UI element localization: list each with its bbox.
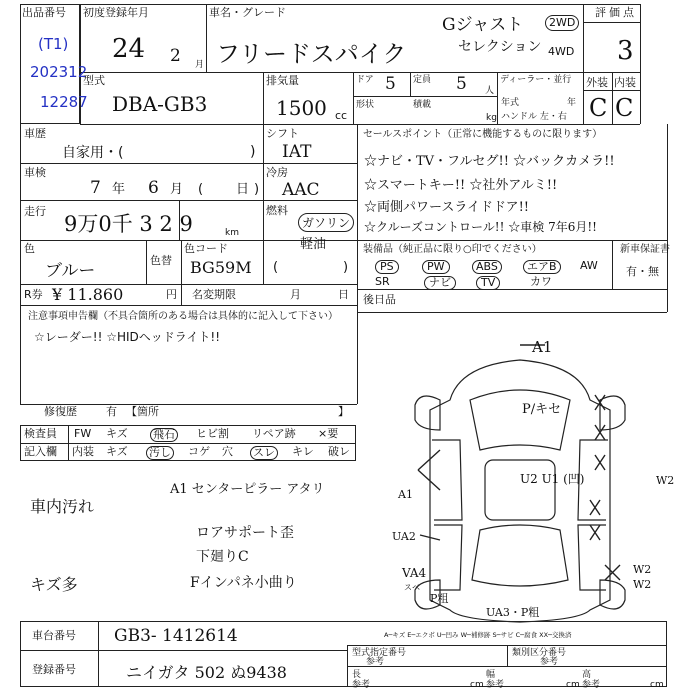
color-code-value: BG59M bbox=[190, 258, 252, 277]
diagram-mark-center: U2 U1 (凹) bbox=[520, 472, 585, 486]
model-spec-label: 型式指定番号 bbox=[352, 648, 407, 658]
score-value: 3 bbox=[617, 36, 634, 66]
month-unit: 月 bbox=[195, 60, 205, 70]
sales-point-2: ☆スマートキー!! ☆社外アルミ!! bbox=[364, 178, 558, 193]
name-change-day: 日 bbox=[338, 288, 349, 301]
chassis-number: GB3- 1412614 bbox=[114, 626, 238, 646]
height-label: 高 bbox=[582, 670, 592, 680]
entry-label: 記入欄 bbox=[24, 445, 57, 458]
class-number-label: 類別区分番号 bbox=[512, 648, 567, 658]
equipment-airbag: エアB bbox=[523, 260, 561, 274]
exterior-label: 外装 bbox=[586, 76, 608, 89]
car-name-label: 車名・グレード bbox=[209, 6, 286, 19]
model-label: 型式 bbox=[83, 74, 105, 87]
equipment-label: 装備品（純正品に限り○印でください） bbox=[363, 244, 542, 255]
diagram-mark-va4: VA4 bbox=[402, 566, 427, 580]
equipment-ps: PS bbox=[375, 260, 399, 274]
doors-label: ドア bbox=[356, 75, 374, 85]
kg-unit: kg bbox=[486, 113, 497, 123]
first-registration-month: 2 bbox=[170, 46, 181, 66]
interior-item-scratch: キズ bbox=[106, 445, 128, 458]
usage-paren: ) bbox=[250, 144, 256, 160]
name-change-month: 月 bbox=[290, 288, 301, 301]
model-year-unit: 年 bbox=[567, 98, 577, 108]
diagram-mark-w2-right: W2 bbox=[656, 474, 675, 487]
diagram-legend: A─キズ E─エクボ U─凹み W─補修跡 S─サビ C─腐食 XX─交換済 bbox=[384, 631, 572, 639]
inspection-day-close: ) bbox=[254, 182, 260, 197]
repair-history-bracket: 【箇所 bbox=[126, 405, 159, 418]
diagram-mark-front: A1 bbox=[532, 338, 553, 356]
handwritten-note-2: A1 センターピラー アタリ bbox=[170, 482, 325, 497]
repair-history-bracket-close: 】 bbox=[338, 405, 349, 418]
shape-label: 形状 bbox=[356, 100, 375, 110]
height-unit: cm bbox=[650, 680, 664, 690]
shift-label: シフト bbox=[266, 127, 299, 140]
diagram-mark-sube: スベ bbox=[404, 583, 420, 592]
drive-2wd: 2WD bbox=[545, 15, 579, 31]
shift-value: IAT bbox=[282, 142, 312, 162]
registration-number: ニイガタ 502 ぬ9438 bbox=[126, 663, 287, 682]
handwritten-note-4: 下廻りC bbox=[196, 549, 249, 565]
diagram-mark-w2-bottom: W2 bbox=[633, 578, 652, 591]
grade-line-1: Gジャスト bbox=[442, 15, 524, 35]
mileage-value: 9万0千 3 2 9 bbox=[64, 212, 193, 236]
dealer-label: ディーラー・並行 bbox=[500, 75, 572, 85]
inspection-year: 7 bbox=[90, 178, 101, 198]
fuel-diesel: 軽油 bbox=[300, 237, 327, 252]
lot-code-1: (T1) bbox=[38, 35, 69, 53]
displacement-value: 1500 bbox=[276, 96, 327, 120]
equipment-leather: カワ bbox=[530, 275, 552, 288]
recycle-value: ¥ 11.860 bbox=[52, 285, 124, 304]
loading-label: 積載 bbox=[413, 100, 432, 110]
equipment-navi: ナビ bbox=[424, 276, 456, 290]
handwritten-note-3: ロアサポート歪 bbox=[196, 525, 294, 541]
usage-label: 車歴 bbox=[24, 127, 46, 140]
km-unit: km bbox=[225, 228, 239, 238]
class-number-ref: 参考 bbox=[540, 657, 559, 667]
sales-point-4: ☆クルーズコントロール!! ☆車検 7年6月!! bbox=[364, 220, 597, 234]
repair-history-value: 有 bbox=[106, 405, 117, 418]
warranty-value: 有・無 bbox=[626, 265, 659, 278]
diagram-mark-p-rough: P粗 bbox=[430, 592, 449, 605]
lot-code-2: 202312 bbox=[30, 63, 88, 81]
handwritten-note-5: キズ多 bbox=[30, 575, 78, 594]
displacement-unit: cc bbox=[335, 109, 348, 122]
inspector-item-scratch: キズ bbox=[106, 427, 128, 440]
inspector-item-fw: FW bbox=[74, 427, 92, 440]
notes-label: 注意事項申告欄（不具合箇所のある場合は具体的に記入して下さい） bbox=[28, 311, 338, 322]
sales-point-3: ☆両側パワースライドドア!! bbox=[364, 200, 530, 215]
interior-item-hole: 穴 bbox=[222, 445, 233, 458]
length-unit: cm bbox=[470, 680, 484, 690]
inspection-label: 車検 bbox=[24, 166, 46, 179]
equipment-sr: SR bbox=[375, 275, 390, 288]
drive-4wd: 4WD bbox=[548, 45, 575, 58]
diagram-mark-a1-left: A1 bbox=[398, 488, 413, 501]
mileage-label: 走行 bbox=[24, 205, 46, 218]
inspector-item-crack: ヒビ割 bbox=[196, 427, 229, 440]
inspection-day: 日 bbox=[236, 182, 250, 197]
displacement-label: 排気量 bbox=[266, 74, 299, 87]
equipment-abs: ABS bbox=[472, 260, 502, 274]
chassis-number-label: 車台番号 bbox=[32, 629, 76, 642]
length-ref: 参考 bbox=[352, 680, 371, 690]
first-registration-year: 24 bbox=[112, 34, 146, 64]
repair-history-label: 修復歴 bbox=[44, 405, 77, 418]
usage-value: 自家用・( bbox=[62, 145, 124, 161]
equipment-pw: PW bbox=[422, 260, 450, 274]
sales-points-label: セールスポイント（正常に機能するものに限ります） bbox=[363, 129, 603, 140]
handle-label: ハンドル 左・右 bbox=[501, 112, 567, 122]
inspector-item-replace: ×要 bbox=[318, 427, 339, 440]
aircon-label: 冷房 bbox=[266, 166, 288, 179]
model-year-label: 年式 bbox=[501, 98, 520, 108]
interior-item-cut: キレ bbox=[292, 445, 314, 458]
lot-code-3: 12287 bbox=[40, 93, 88, 111]
diagram-mark-ua3: UA3・P粗 bbox=[486, 606, 540, 619]
exterior-grade: C bbox=[589, 94, 608, 122]
inspector-item-chip: 飛石 bbox=[150, 428, 178, 442]
recycle-label: R券 bbox=[24, 288, 43, 301]
capacity-value: 5 bbox=[456, 74, 467, 94]
color-label: 色 bbox=[24, 242, 35, 255]
equipment-tv: TV bbox=[476, 276, 500, 290]
width-ref: 参考 bbox=[486, 680, 505, 690]
height-ref: 参考 bbox=[582, 680, 601, 690]
interior-item-burn: コゲ bbox=[188, 445, 210, 458]
handwritten-note-1: 車内汚れ bbox=[30, 497, 95, 516]
diagram-mark-roof: P/キセ bbox=[522, 402, 562, 417]
inspection-month: 6 bbox=[148, 178, 159, 198]
diagram-mark-w2-rear: W2 bbox=[633, 563, 652, 576]
interior-item-rub: スレ bbox=[250, 446, 278, 460]
fuel-paren-close: ) bbox=[343, 260, 349, 275]
inspection-month-unit: 月 bbox=[170, 182, 184, 197]
equipment-aw: AW bbox=[580, 259, 598, 272]
lot-label: 出品番号 bbox=[22, 6, 66, 19]
interior-item-label: 内装 bbox=[72, 445, 94, 458]
interior-item-tear: 破レ bbox=[328, 445, 350, 458]
later-items-label: 後日品 bbox=[363, 293, 396, 306]
length-label: 長 bbox=[352, 670, 362, 680]
score-label: 評価点 bbox=[595, 6, 637, 19]
fuel-label: 燃料 bbox=[266, 204, 288, 217]
inspection-year-unit: 年 bbox=[112, 182, 126, 197]
person-unit: 人 bbox=[485, 86, 495, 96]
inspector-label: 検査員 bbox=[24, 427, 57, 440]
notes-text: ☆レーダー!! ☆HIDヘッドライト!! bbox=[34, 330, 221, 344]
grade-line-2: セレクション bbox=[458, 39, 542, 55]
first-registration-label: 初度登録年月 bbox=[83, 6, 149, 19]
inspection-day-open: ( bbox=[198, 182, 204, 197]
handwritten-note-6: Fインパネ小曲り bbox=[190, 575, 297, 591]
doors-value: 5 bbox=[385, 74, 396, 94]
color-code-label: 色コード bbox=[184, 242, 228, 255]
fuel-paren-open: ( bbox=[273, 260, 279, 275]
width-unit: cm bbox=[566, 680, 580, 690]
color-change-label: 色替 bbox=[150, 254, 172, 267]
name-change-label: 名変期限 bbox=[192, 288, 236, 301]
interior-grade: C bbox=[615, 94, 634, 122]
width-label: 幅 bbox=[486, 670, 496, 680]
fuel-gasoline: ガソリン bbox=[298, 213, 354, 232]
model-spec-ref: 参考 bbox=[366, 657, 385, 667]
diagram-mark-ua2: UA2 bbox=[392, 530, 416, 543]
aircon-value: AAC bbox=[282, 180, 320, 200]
color-value: ブルー bbox=[45, 261, 96, 281]
sales-point-1: ☆ナビ・TV・フルセグ!! ☆バックカメラ!! bbox=[364, 154, 615, 169]
capacity-label: 定員 bbox=[413, 75, 432, 85]
registration-number-label: 登録番号 bbox=[32, 663, 76, 676]
model-value: DBA-GB3 bbox=[112, 92, 208, 116]
interior-item-dirt: 汚し bbox=[146, 446, 174, 460]
inspector-item-repair: リペア跡 bbox=[252, 427, 296, 440]
warranty-label: 新車保証書 bbox=[620, 244, 670, 255]
yen-unit: 円 bbox=[166, 288, 177, 301]
interior-label: 内装 bbox=[614, 76, 636, 89]
car-name: フリードスパイク bbox=[216, 40, 407, 68]
